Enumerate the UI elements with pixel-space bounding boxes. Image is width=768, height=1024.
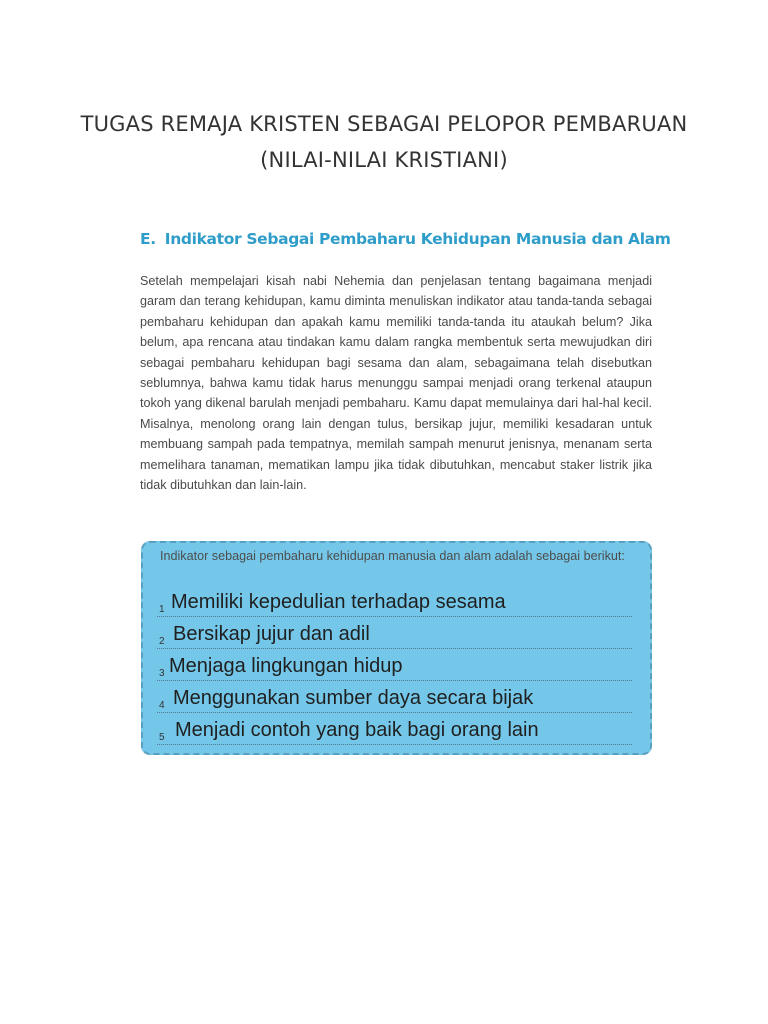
answer-row[interactable] xyxy=(157,617,632,649)
answer-text: Memiliki kepedulian terhadap sesama xyxy=(171,591,506,613)
answer-number: 3 xyxy=(159,668,165,679)
instruction-paragraph: Setelah mempelajari kisah nabi Nehemia dan penjelasan tentang bagaimana menjadi garam dan terang kehidupan, kamu diminta menuliskan indikator atau tanda-tanda sebagai pembaharu kehidupan dan apakah kamu memiliki tanda-tanda itu ataukah belum? Jika belum, apa rencana atau tindakan kamu dalam rangka membentuk serta mewujudkan diri sebagai pembaharu kehidupan bagi sesama dan alam, sebagaimana telah disebutkan seblumnya, bahwa kamu tidak harus menunggu sampai menjadi orang terkenal ataupun tokoh yang dikenal barulah menjadi pembaharu. Kamu dapat memulainya dari hal-hal kecil. Misalnya, menolong orang lain dengan tulus, bersikap jujur, memiliki kesadaran untuk membuang sampah pada tempatnya, memilah sampah menurut jenisnya, menanam serta memelihara tanaman, mematikan lampu jika tidak dibutuhkan, mencabut staker listrik jika tidak dibutuhkan dan lain-lain. xyxy=(140,274,652,493)
answer-row[interactable] xyxy=(157,681,632,713)
answer-list xyxy=(157,585,632,745)
section-letter: E. xyxy=(140,230,156,248)
answer-text: Bersikap jujur dan adil xyxy=(173,623,370,645)
section-heading-text: Indikator Sebagai Pembaharu Kehidupan Manusia dan Alam xyxy=(164,230,671,248)
answer-row[interactable] xyxy=(157,585,632,617)
answer-number: 5 xyxy=(159,732,165,743)
answer-text: Menjadi contoh yang baik bagi orang lain xyxy=(175,719,539,741)
answer-box-intro: Indikator sebagai pembaharu kehidupan manusia dan alam adalah sebagai berikut: xyxy=(160,549,625,563)
title-line-2: (NILAI-NILAI KRISTIANI) xyxy=(260,148,508,172)
answer-number: 1 xyxy=(159,604,165,615)
answer-row[interactable] xyxy=(157,713,632,745)
answer-text: Menggunakan sumber daya secara bijak xyxy=(173,687,534,709)
answer-text: Menjaga lingkungan hidup xyxy=(169,655,403,677)
section-heading xyxy=(140,230,671,248)
answer-number: 2 xyxy=(159,636,165,647)
answer-row[interactable] xyxy=(157,649,632,681)
answer-number: 4 xyxy=(159,700,165,711)
document-title xyxy=(0,106,768,178)
title-line-1: TUGAS REMAJA KRISTEN SEBAGAI PELOPOR PEMBARUAN xyxy=(80,112,688,136)
answer-box xyxy=(141,541,652,755)
